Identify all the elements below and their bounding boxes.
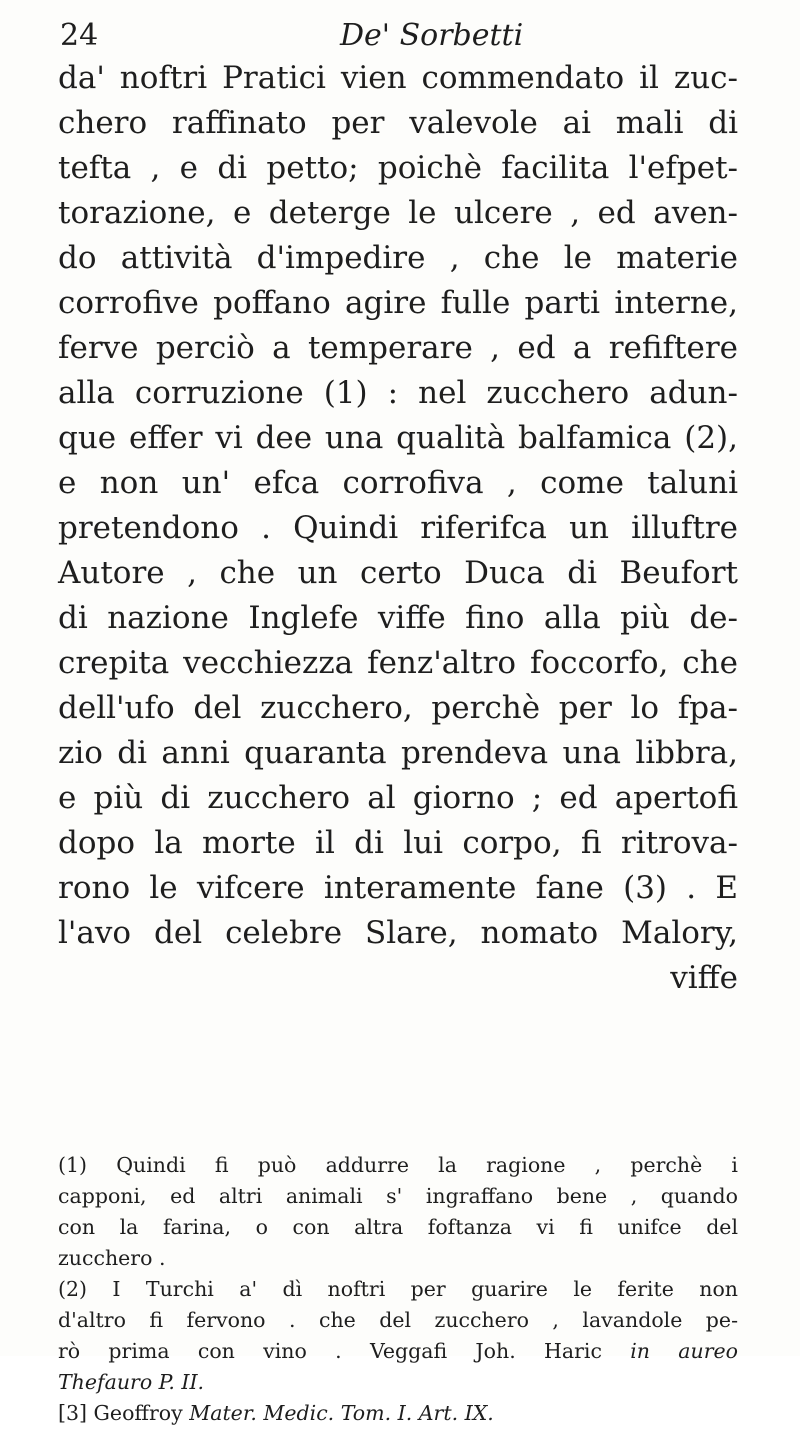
text-line: ferve perciò a temperare , ed a refiftere [58,330,738,366]
text-line: dopo la morte il di lui corpo, fi ritrova- [58,825,738,861]
text-line: tefta , e di petto; poichè facilita l'efpet- [58,150,738,186]
text-line: di nazione Inglefe viffe fino alla più de- [58,600,738,636]
text-line: do attività d'impedire , che le materie [58,240,738,276]
running-title: De' Sorbetti [340,18,524,53]
footnote-2-italic: in aureo [630,1339,738,1363]
text-line: zio di anni quaranta prendeva una libbra, [58,735,738,771]
footnote-3-reference: Mater. Medic. Tom. I. Art. IX. [189,1401,494,1425]
footnote-2-line: (2) I Turchi a' dì noftri per guarire le ferite non [58,1277,738,1301]
text-line: e più di zucchero al giorno ; ed apertofi [58,780,738,816]
footnote-2-line: Thefauro P. II. [58,1370,205,1394]
text-line: l'avo del celebre Slare, nomato Malory, [58,915,738,951]
page-header [58,14,728,54]
text-line: corrofive poffano agire fulle parti interne, [58,285,738,321]
catchword: viffe [670,960,738,996]
footnote-1-line: capponi, ed altri animali s' ingraffano bene , quando [58,1184,738,1208]
text-line: Autore , che un certo Duca di Beufort [58,555,738,591]
footnote-1-line: (1) Quindi fi può addurre la ragione , perchè i [58,1153,738,1177]
text-line: crepita vecchiezza fenz'altro foccorfo, che [58,645,738,681]
main-text [58,56,738,1001]
footnote-3-line [58,1398,738,1429]
text-line: e non un' efca corrofiva , come taluni [58,465,738,501]
text-line: dell'ufo del zucchero, perchè per lo fpa- [58,690,738,726]
page-number: 24 [60,18,99,53]
text-line: rono le vifcere interamente fane (3) . E [58,870,738,906]
footnote-2-text: rò prima con vino . Veggafi Joh. Haric [58,1339,602,1363]
footnote-2-line: d'altro fi fervono . che del zucchero , lavandole pe- [58,1308,738,1332]
text-line: que effer vi dee una qualità balfamica (2), [58,420,738,456]
text-line: torazione, e deterge le ulcere , ed aven- [58,195,738,231]
footnote-1-line: con la farina, o con altra foftanza vi fi unifce del [58,1215,738,1239]
text-line: alla corruzione (1) : nel zucchero adun- [58,375,738,411]
footnote-2-line [58,1336,738,1367]
footnote-3-author: [3] Geoffroy [58,1401,183,1425]
text-line: pretendono . Quindi riferifca un illuftre [58,510,738,546]
footnotes [58,1150,738,1429]
text-line: da' noftri Pratici vien commendato il zuc- [58,60,738,96]
footnote-1-line: zucchero . [58,1246,166,1270]
text-line: chero raffinato per valevole ai mali di [58,105,738,141]
